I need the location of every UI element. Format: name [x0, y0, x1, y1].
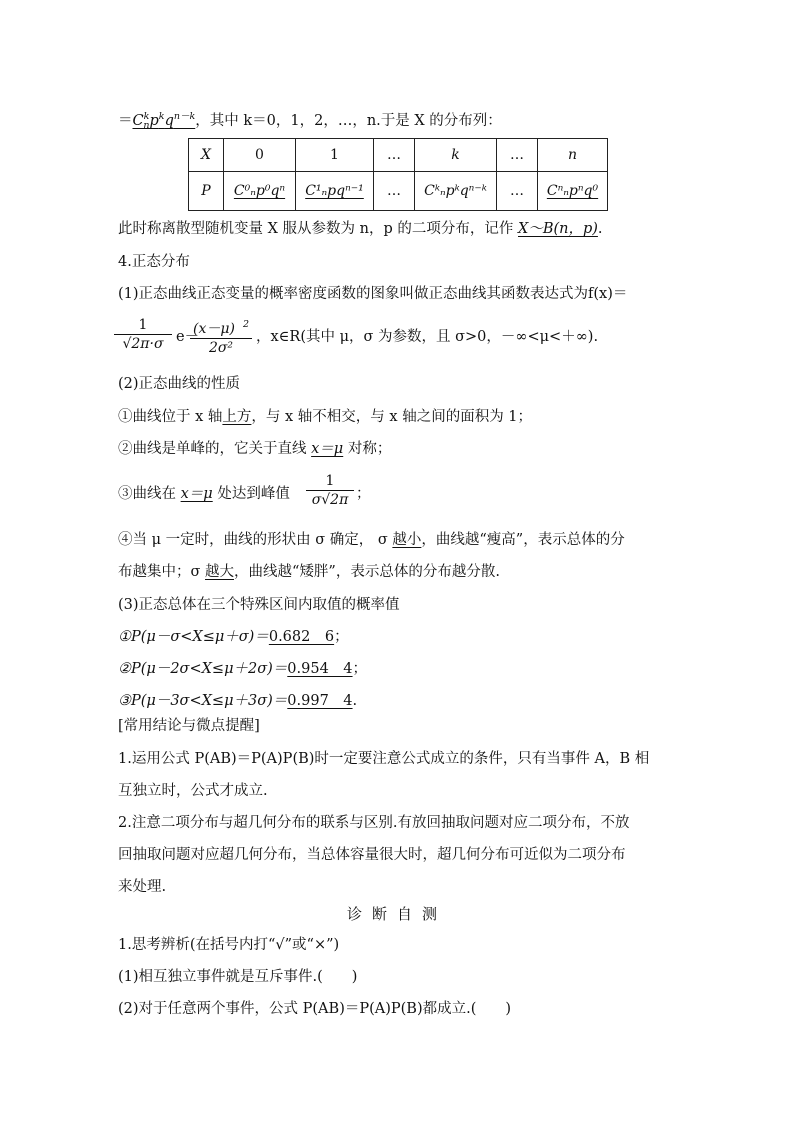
paragraph: (1)正态曲线正态变量的概率密度函数的图象叫做正态曲线其函数表达式为f(x)＝	[118, 286, 628, 302]
exp-symbol: e－	[176, 329, 200, 345]
fraction-exponent: (x－μ) $^2$ 2σ²	[190, 316, 252, 357]
table-cell: Cⁿₙpⁿq⁰	[538, 172, 608, 211]
probability-2: ②P(μ－2σ<X≤μ＋2σ)＝0.954 4；	[118, 661, 368, 677]
table-row	[189, 139, 608, 172]
table-cell: …	[497, 172, 538, 211]
property-4-cont: 布越集中；σ 越大，曲线越“矮胖”，表示总体的分布越分散.	[118, 564, 500, 580]
paragraph: 回抽取问题对应超几何分布，当总体容量很大时，超几何分布可近似为二项分布	[118, 847, 626, 863]
table-cell: 0	[224, 139, 296, 172]
tips-heading: [常用结论与微点提醒]	[118, 718, 260, 734]
section-title: 诊断自测	[346, 905, 447, 923]
probability-3: ③P(μ－3σ<X≤μ＋3σ)＝0.997 4.	[118, 693, 358, 709]
table-cell: 1	[296, 139, 374, 172]
question-item: (2)对于任意两个事件，公式 P(AB)＝P(A)P(B)都成立.( )	[118, 1001, 512, 1017]
binomial-formula-line	[118, 107, 502, 136]
property-3: ③曲线在 x＝μ 处达到峰值	[118, 486, 290, 502]
paragraph: 互独立时，公式才成立.	[118, 783, 268, 799]
question-item: (1)相互独立事件就是互斥事件.( )	[118, 969, 358, 985]
paragraph: (2)正态曲线的性质	[118, 376, 241, 392]
paragraph: 来处理.	[118, 879, 167, 895]
property-1: ①曲线位于 x 轴上方，与 x 轴不相交，与 x 轴之间的面积为 1；	[118, 409, 533, 425]
fraction-peak: 1 σ√2π	[306, 472, 354, 509]
table-cell: Cᵏₙpᵏqⁿ⁻ᵏ	[415, 172, 497, 211]
probability-1: ①P(μ－σ<X≤μ＋σ)＝0.682 6；	[118, 629, 349, 645]
table-cell: X	[189, 139, 224, 172]
table-cell: n	[538, 139, 608, 172]
text: ，其中 k＝0，1，2，…，n.于是 X 的分布列：	[195, 113, 502, 129]
distribution-table	[188, 138, 608, 211]
table-cell: C⁰ₙp⁰qⁿ	[224, 172, 296, 211]
binomial-definition: 此时称离散型随机变量 X 服从参数为 n，p 的二项分布，记作 X～B(n，p).	[118, 221, 603, 237]
table-cell: …	[497, 139, 538, 172]
fraction-coefficient: 1 √2π·σ	[114, 316, 172, 353]
binomial-term: $C^k_np^kq^{n-k}$	[132, 111, 196, 131]
punctuation: ；	[356, 486, 371, 502]
table-row	[189, 172, 608, 211]
table-cell: P	[189, 172, 224, 211]
section-heading: 4.正态分布	[118, 254, 190, 270]
table-cell: k	[415, 139, 497, 172]
property-2: ②曲线是单峰的，它关于直线 x＝μ 对称；	[118, 441, 392, 457]
text: ＝	[118, 113, 133, 129]
table-cell: …	[374, 139, 415, 172]
table-cell: …	[374, 172, 415, 211]
property-4: ④当 μ 一定时，曲线的形状由 σ 确定， σ 越小，曲线越“瘦高”，表示总体的分	[118, 532, 625, 548]
table-cell: C¹ₙpqⁿ⁻¹	[296, 172, 374, 211]
paragraph: (3)正态总体在三个特殊区间内取值的概率值	[118, 597, 400, 613]
question-heading: 1.思考辨析(在括号内打“√”或“×”)	[118, 937, 340, 953]
paragraph: 1.运用公式 P(AB)＝P(A)P(B)时一定要注意公式成立的条件，只有当事件 A，B 相	[118, 751, 650, 767]
formula-tail: ，x∈R(其中 μ，σ 为参数，且 σ>0，－∞<μ<＋∞).	[256, 329, 599, 345]
paragraph: 2.注意二项分布与超几何分布的联系与区别.有放回抽取问题对应二项分布，不放	[118, 815, 630, 831]
